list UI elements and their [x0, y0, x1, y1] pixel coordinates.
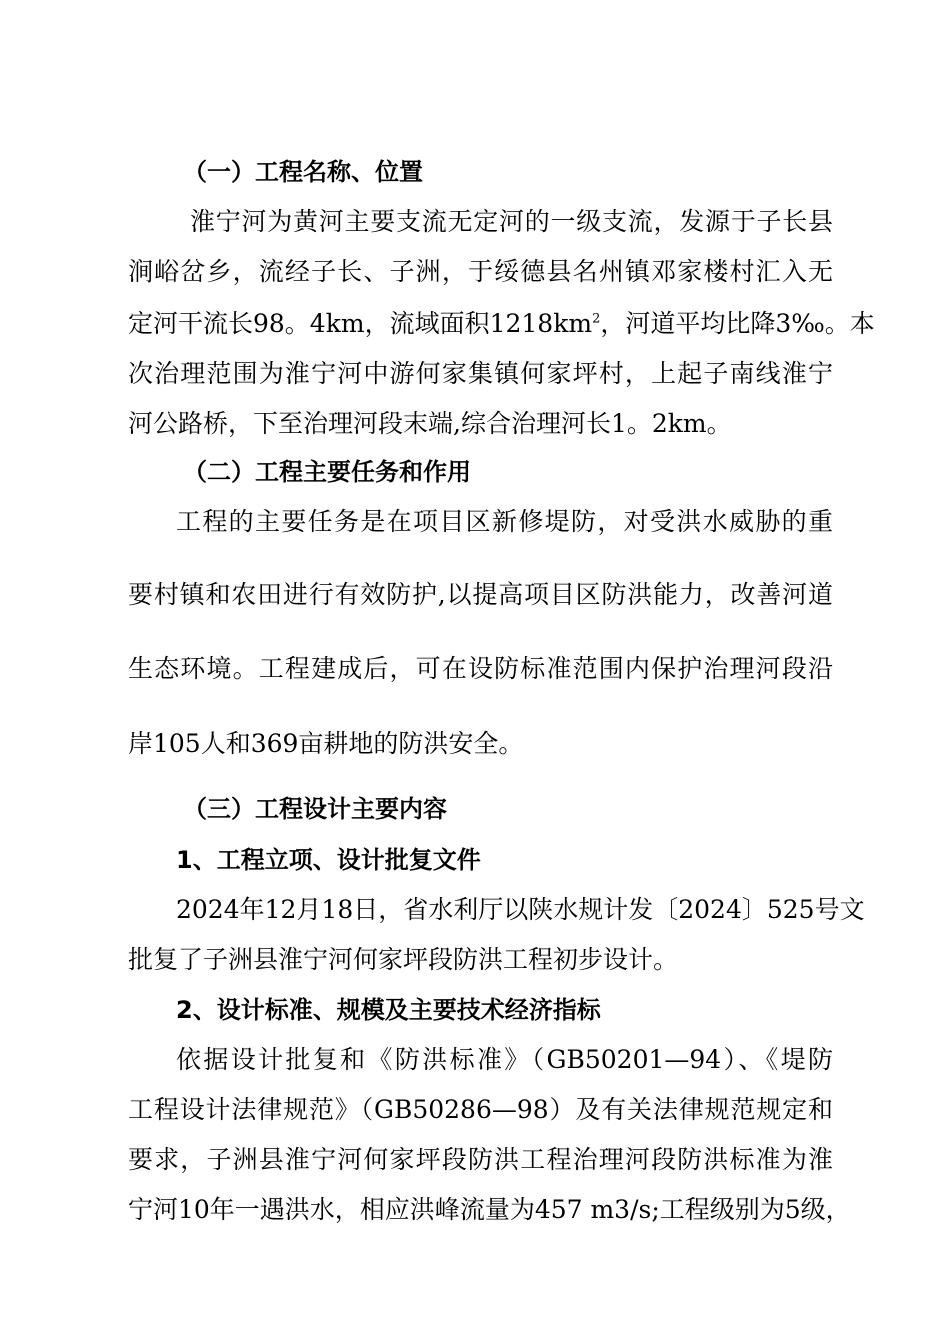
section-heading-2: （二）工程主要任务和作用 — [183, 458, 471, 486]
paragraph-text: 定河干流长98。4km，流域面积1218km — [128, 309, 593, 338]
paragraph-line: 要求，子洲县淮宁河何家坪段防洪工程治理河段防洪标准为淮 — [128, 1145, 833, 1174]
paragraph-line: 涧峪岔乡，流经子长、子洲，于绥德县名州镇邓家楼村汇入无 — [128, 257, 833, 286]
paragraph-line: 依据设计批复和《防洪标准》（GB50201—94）、《堤防 — [176, 1045, 833, 1074]
paragraph-line — [128, 307, 875, 341]
paragraph-line: 次治理范围为淮宁河中游何家集镇何家坪村，上起子南线淮宁 — [128, 359, 833, 388]
paragraph-line: 宁河10年一遇洪水，相应洪峰流量为457 m3/s;工程级别为5级， — [128, 1195, 851, 1224]
subsection-heading-1: 1、工程立项、设计批复文件 — [176, 846, 481, 874]
section-heading-1: （一）工程名称、位置 — [183, 158, 423, 186]
paragraph-line: 批复了子洲县淮宁河何家坪段防洪工程初步设计。 — [128, 945, 679, 974]
superscript: 2 — [592, 311, 601, 327]
paragraph-line: 要村镇和农田进行有效防护,以提高项目区防洪能力，改善河道 — [128, 580, 833, 609]
paragraph-line: 岸105人和369亩耕地的防洪安全。 — [128, 729, 524, 758]
subsection-heading-2: 2、设计标准、规模及主要技术经济指标 — [176, 996, 601, 1024]
paragraph-text: ，河道平均比降3‰。本 — [600, 309, 875, 338]
paragraph-line: 生态环境。工程建成后，可在设防标准范围内保护治理河段沿 — [128, 654, 833, 683]
paragraph-line: 淮宁河为黄河主要支流无定河的一级支流，发源于子长县 — [190, 207, 833, 236]
paragraph-line: 2024年12月18日，省水利厅以陕水规计发〔2024〕525号文 — [176, 895, 865, 924]
paragraph-line: 工程设计法律规范》（GB50286—98）及有关法律规范规定和 — [128, 1095, 833, 1124]
paragraph-line: 河公路桥，下至治理河段末端,综合治理河长1。2km。 — [128, 409, 732, 438]
section-heading-3: （三）工程设计主要内容 — [183, 795, 447, 823]
paragraph-line: 工程的主要任务是在项目区新修堤防，对受洪水威胁的重 — [176, 507, 833, 536]
